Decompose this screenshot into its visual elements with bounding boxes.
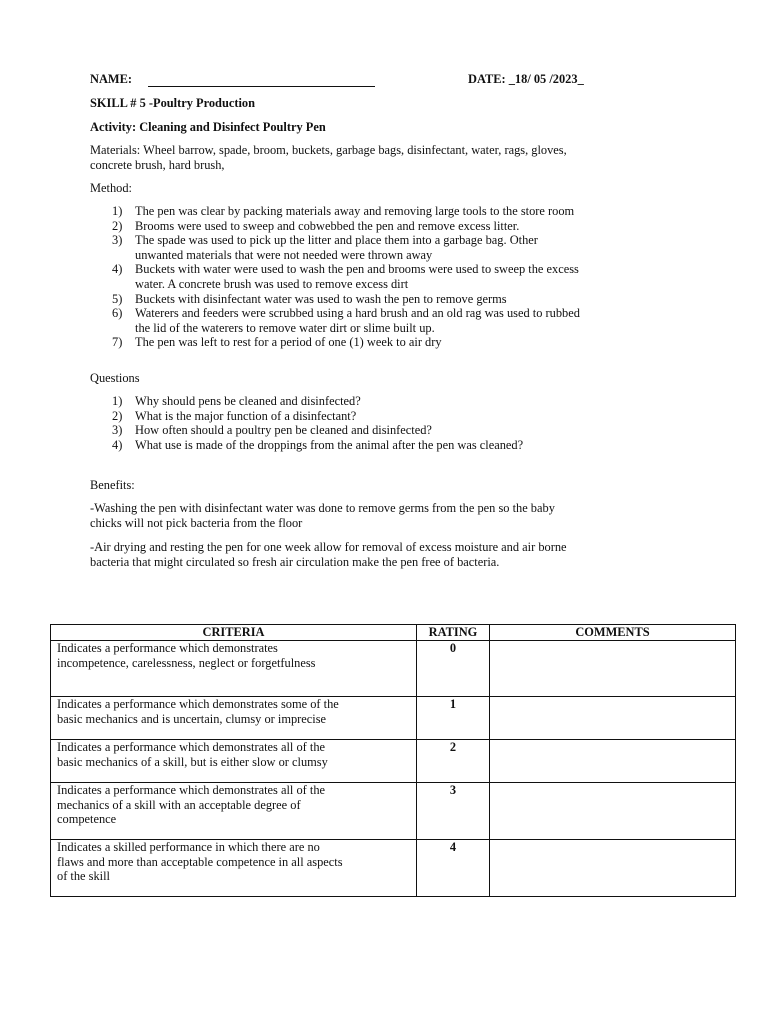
criteria-cell: [51, 697, 417, 740]
criteria-line: of the skill: [57, 869, 110, 884]
criteria-line: flaws and more than acceptable competence in all aspects: [57, 854, 343, 869]
criteria-cell: [51, 783, 417, 840]
question-text: What is the major function of a disinfectant?: [135, 408, 357, 423]
step-text: Waterers and feeders were scrubbed using a hard brush and an old rag was used to rubbed: [135, 306, 580, 321]
name-blank-line: [148, 86, 375, 87]
benefits-paragraph-2: [90, 540, 708, 569]
benefit-line: bacteria that might circulated so fresh air circulation make the pen free of bacteria.: [90, 554, 500, 569]
criteria-line: Indicates a performance which demonstrates all of the: [57, 783, 326, 797]
rating-cell: 0: [417, 641, 490, 697]
method-list: [90, 204, 708, 350]
step-number: 3): [112, 233, 123, 248]
rubric-row: [51, 641, 736, 697]
rating-cell: 3: [417, 783, 490, 840]
rubric-table: [50, 624, 736, 897]
criteria-header: CRITERIA: [51, 625, 417, 641]
benefit-line: -Air drying and resting the pen for one week allow for removal of excess moisture and air borne: [90, 540, 567, 554]
questions-heading: Questions: [90, 371, 140, 385]
criteria-cell: [51, 840, 417, 897]
comments-cell: [490, 641, 736, 697]
materials-line: Materials: Wheel barrow, spade, broom, buckets, garbage bags, disinfectant, water, rags, gloves,: [90, 143, 567, 157]
date-label: DATE: _18/ 05 /2023_: [468, 72, 584, 86]
step-text: The spade was used to pick up the litter and place them into a garbage bag. Other: [135, 233, 538, 248]
method-step: [90, 292, 708, 307]
comments-cell: [490, 840, 736, 897]
method-step: [90, 204, 708, 219]
criteria-cell: [51, 740, 417, 783]
question-text: How often should a poultry pen be cleaned and disinfected?: [135, 423, 432, 438]
benefits-paragraph-1: [90, 501, 708, 530]
step-text: The pen was left to rest for a period of one (1) week to air dry: [135, 335, 442, 350]
rubric-header-row: [51, 625, 736, 641]
rubric-row: [51, 740, 736, 783]
method-heading: Method:: [90, 181, 132, 195]
criteria-line: Indicates a performance which demonstrates some of the: [57, 697, 339, 711]
rating-cell: 2: [417, 740, 490, 783]
name-label: NAME:: [90, 72, 132, 86]
question-item: [90, 438, 708, 453]
question-number: 2): [112, 408, 123, 423]
step-text: The pen was clear by packing materials away and removing large tools to the store room: [135, 204, 575, 218]
step-text: unwanted materials that were not needed were thrown away: [135, 247, 433, 262]
skill-title: SKILL # 5 -Poultry Production: [90, 96, 255, 110]
step-number: 1): [112, 204, 123, 218]
step-text: the lid of the waterers to remove water dirt or slime built up.: [135, 320, 435, 335]
criteria-cell: [51, 641, 417, 697]
method-step: [90, 262, 708, 291]
question-number: 4): [112, 437, 123, 452]
question-text: What use is made of the droppings from the animal after the pen was cleaned?: [135, 437, 524, 452]
rubric-row: [51, 840, 736, 897]
step-text: Buckets with disinfectant water was used to wash the pen to remove germs: [135, 291, 507, 306]
step-number: 7): [112, 335, 123, 350]
question-item: [90, 409, 708, 424]
comments-cell: [490, 697, 736, 740]
benefit-line: -Washing the pen with disinfectant water was done to remove germs from the pen so the baby: [90, 501, 555, 515]
criteria-line: incompetence, carelessness, neglect or forgetfulness: [57, 655, 316, 670]
rating-cell: 1: [417, 697, 490, 740]
step-text: Brooms were used to sweep and cobwebbed the pen and remove excess litter.: [135, 218, 520, 233]
activity-title: Activity: Cleaning and Disinfect Poultry Pen: [90, 120, 326, 134]
question-number: 1): [112, 394, 123, 408]
step-number: 6): [112, 306, 123, 321]
comments-header: COMMENTS: [490, 625, 736, 641]
step-number: 4): [112, 262, 123, 277]
method-step: [90, 219, 708, 234]
criteria-line: basic mechanics of a skill, but is either slow or clumsy: [57, 754, 328, 769]
step-text: Buckets with water were used to wash the pen and brooms were used to sweep the excess: [135, 262, 579, 277]
method-step: [90, 335, 708, 350]
rubric-row: [51, 697, 736, 740]
step-text: water. A concrete brush was used to remove excess dirt: [135, 276, 409, 291]
question-item: [90, 394, 708, 409]
criteria-line: Indicates a skilled performance in which there are no: [57, 840, 320, 854]
criteria-line: Indicates a performance which demonstrates all of the: [57, 740, 326, 754]
materials-line: concrete brush, hard brush,: [90, 157, 225, 172]
criteria-line: Indicates a performance which demonstrates: [57, 641, 278, 655]
criteria-line: mechanics of a skill with an acceptable degree of: [57, 797, 301, 812]
benefit-line: chicks will not pick bacteria from the floor: [90, 515, 303, 530]
materials-paragraph: [90, 143, 708, 172]
step-number: 2): [112, 218, 123, 233]
comments-cell: [490, 783, 736, 840]
question-item: [90, 423, 708, 438]
questions-list: [90, 394, 708, 452]
criteria-line: competence: [57, 812, 117, 827]
step-number: 5): [112, 291, 123, 306]
method-step: [90, 233, 708, 262]
rubric-row: [51, 783, 736, 840]
method-step: [90, 306, 708, 335]
criteria-line: basic mechanics and is uncertain, clumsy or imprecise: [57, 711, 327, 726]
benefits-heading: Benefits:: [90, 478, 135, 492]
question-text: Why should pens be cleaned and disinfected?: [135, 394, 361, 408]
rating-cell: 4: [417, 840, 490, 897]
rating-header: RATING: [417, 625, 490, 641]
comments-cell: [490, 740, 736, 783]
question-number: 3): [112, 423, 123, 438]
